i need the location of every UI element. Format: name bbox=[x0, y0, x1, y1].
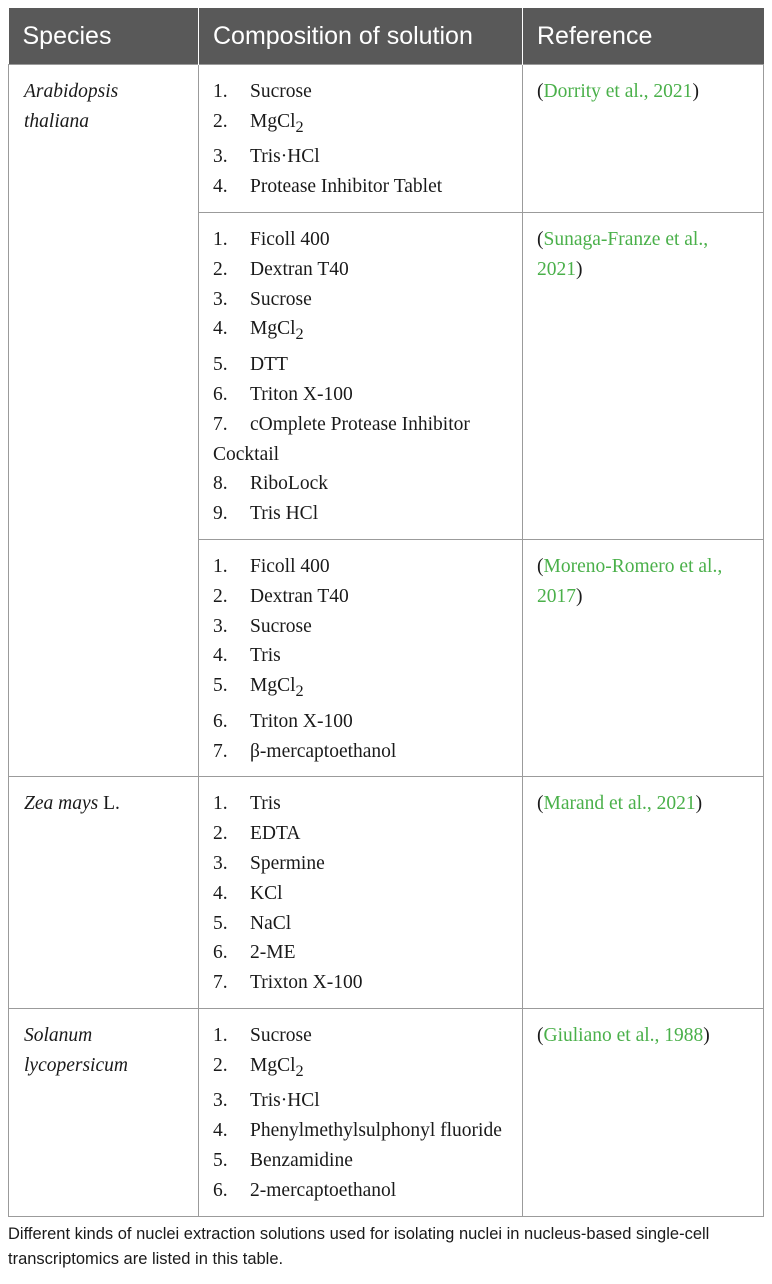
list-item: 5. NaCl bbox=[213, 912, 292, 934]
header-reference: Reference bbox=[523, 8, 764, 65]
item-text: Benzamidine bbox=[250, 1150, 353, 1172]
composition-cell bbox=[199, 213, 523, 540]
item-text: Ficoll 400 bbox=[250, 229, 330, 251]
reference-link[interactable]: Dorrity et al., 2021 bbox=[543, 81, 693, 102]
item-text: Ficoll 400 bbox=[250, 555, 330, 577]
list-item: 5. MgCl$_2$ bbox=[213, 675, 304, 701]
list-item: 1. Tris bbox=[213, 793, 281, 815]
list-item: 6. Triton X-100 bbox=[213, 383, 353, 405]
species-cell bbox=[9, 1008, 199, 1216]
item-text: β-mercaptoethanol bbox=[250, 740, 397, 762]
list-item: 6. 2-ME bbox=[213, 942, 296, 964]
item-text: Tris HCl bbox=[250, 503, 319, 525]
list-item: 5. Benzamidine bbox=[213, 1150, 353, 1172]
item-text: cOmplete Protease Inhibitor Cocktail bbox=[213, 413, 470, 465]
item-text: Tris bbox=[250, 793, 281, 815]
item-text: Tris·HCl bbox=[250, 146, 320, 168]
item-text: MgCl$_2$ bbox=[250, 318, 304, 344]
item-text: Sucrose bbox=[250, 1024, 312, 1046]
item-text: Sucrose bbox=[250, 615, 312, 637]
item-text: 2-mercaptoethanol bbox=[250, 1179, 397, 1201]
item-text: Dextran T40 bbox=[250, 258, 349, 280]
list-item: 7. Trixton X-100 bbox=[213, 972, 363, 994]
list-item: 8. RiboLock bbox=[213, 473, 328, 495]
list-item: 4. Tris bbox=[213, 645, 281, 667]
list-item: 6. 2-mercaptoethanol bbox=[213, 1179, 397, 1201]
composition-cell bbox=[199, 65, 523, 213]
list-item: 1. Sucrose bbox=[213, 1024, 312, 1046]
item-text: Trixton X-100 bbox=[250, 972, 363, 994]
list-item: 3. Sucrose bbox=[213, 288, 312, 310]
item-text: Triton X-100 bbox=[250, 383, 353, 405]
header-composition: Composition of solution bbox=[199, 8, 523, 65]
header-row bbox=[9, 8, 764, 65]
species-genus: Zea mays bbox=[24, 793, 99, 815]
reference-link[interactable]: Moreno-Romero et al., 2017 bbox=[537, 555, 723, 607]
reference-cell: (Marand et al., 2021) bbox=[523, 777, 764, 1009]
item-text: Protease Inhibitor Tablet bbox=[250, 176, 443, 198]
list-item: 3. Tris·HCl bbox=[213, 1090, 320, 1112]
composition-cell bbox=[199, 777, 523, 1009]
item-text: Sucrose bbox=[250, 288, 312, 310]
item-text: EDTA bbox=[250, 823, 301, 845]
table-row bbox=[9, 1008, 764, 1216]
reference-cell: (Giuliano et al., 1988) bbox=[523, 1008, 764, 1216]
reference-cell: (Sunaga-Franze et al., 2021) bbox=[523, 213, 764, 540]
composition-cell bbox=[199, 539, 523, 776]
list-item: 1. Ficoll 400 bbox=[213, 555, 330, 577]
item-text: RiboLock bbox=[250, 473, 328, 495]
list-item: 7. β-mercaptoethanol bbox=[213, 740, 397, 762]
table-row bbox=[9, 777, 764, 1009]
table-row bbox=[9, 65, 764, 213]
reference-cell: (Dorrity et al., 2021) bbox=[523, 65, 764, 213]
list-item: 9. Tris HCl bbox=[213, 503, 319, 525]
list-item: 4. KCl bbox=[213, 882, 283, 904]
table-caption: Different kinds of nuclei extraction solutions used for isolating nuclei in nucleus-based single-cell transcriptomics are listed in this table. bbox=[8, 1225, 710, 1268]
list-item: 7. cOmplete Protease Inhibitor Cocktail bbox=[213, 413, 470, 465]
reference-cell: (Moreno-Romero et al., 2017) bbox=[523, 539, 764, 776]
list-item: 4. Phenylmethylsulphonyl fluoride bbox=[213, 1120, 502, 1142]
list-item: 4. MgCl$_2$ bbox=[213, 318, 304, 344]
list-item: 5. DTT bbox=[213, 354, 288, 376]
item-text: 2-ME bbox=[250, 942, 296, 964]
item-text: Spermine bbox=[250, 853, 325, 874]
list-item: 1. Sucrose bbox=[213, 81, 312, 102]
species-authority: L. bbox=[103, 793, 120, 815]
list-item: 3. Spermine bbox=[213, 853, 325, 874]
list-item: 1. Ficoll 400 bbox=[213, 229, 330, 251]
list-item: 2. MgCl$_2$ bbox=[213, 1054, 304, 1080]
item-text: Sucrose bbox=[250, 81, 312, 102]
list-item: 4. Protease Inhibitor Tablet bbox=[213, 176, 443, 198]
species-name bbox=[24, 793, 120, 814]
item-text: Tris bbox=[250, 645, 281, 667]
list-item: 2. Dextran T40 bbox=[213, 258, 349, 280]
list-item: 3. Tris·HCl bbox=[213, 146, 320, 168]
solutions-table bbox=[8, 8, 764, 1217]
item-text: Phenylmethylsulphonyl fluoride bbox=[250, 1120, 502, 1142]
item-text: Tris·HCl bbox=[250, 1090, 320, 1112]
species-name: Solanum lycopersicum bbox=[24, 1024, 128, 1076]
item-text: MgCl$_2$ bbox=[250, 110, 304, 136]
item-text: KCl bbox=[250, 882, 283, 904]
item-text: Triton X-100 bbox=[250, 710, 353, 732]
header-species: Species bbox=[9, 8, 199, 65]
reference-link[interactable]: Sunaga-Franze et al., 2021 bbox=[537, 229, 709, 280]
list-item: 2. Dextran T40 bbox=[213, 585, 349, 607]
composition-cell bbox=[199, 1008, 523, 1216]
item-text: MgCl$_2$ bbox=[250, 675, 304, 701]
list-item: 2. MgCl$_2$ bbox=[213, 110, 304, 136]
list-item: 6. Triton X-100 bbox=[213, 710, 353, 732]
item-text: NaCl bbox=[250, 912, 292, 934]
item-text: Dextran T40 bbox=[250, 585, 349, 607]
reference-link[interactable]: Giuliano et al., 1988 bbox=[543, 1024, 704, 1046]
item-text: DTT bbox=[250, 354, 288, 376]
reference-link[interactable]: Marand et al., 2021 bbox=[543, 793, 696, 815]
species-name: Arabidopsis thaliana bbox=[24, 81, 119, 132]
item-text: MgCl$_2$ bbox=[250, 1054, 304, 1080]
list-item: 3. Sucrose bbox=[213, 615, 312, 637]
species-cell bbox=[9, 777, 199, 1009]
list-item: 2. EDTA bbox=[213, 823, 301, 845]
species-cell bbox=[9, 65, 199, 777]
